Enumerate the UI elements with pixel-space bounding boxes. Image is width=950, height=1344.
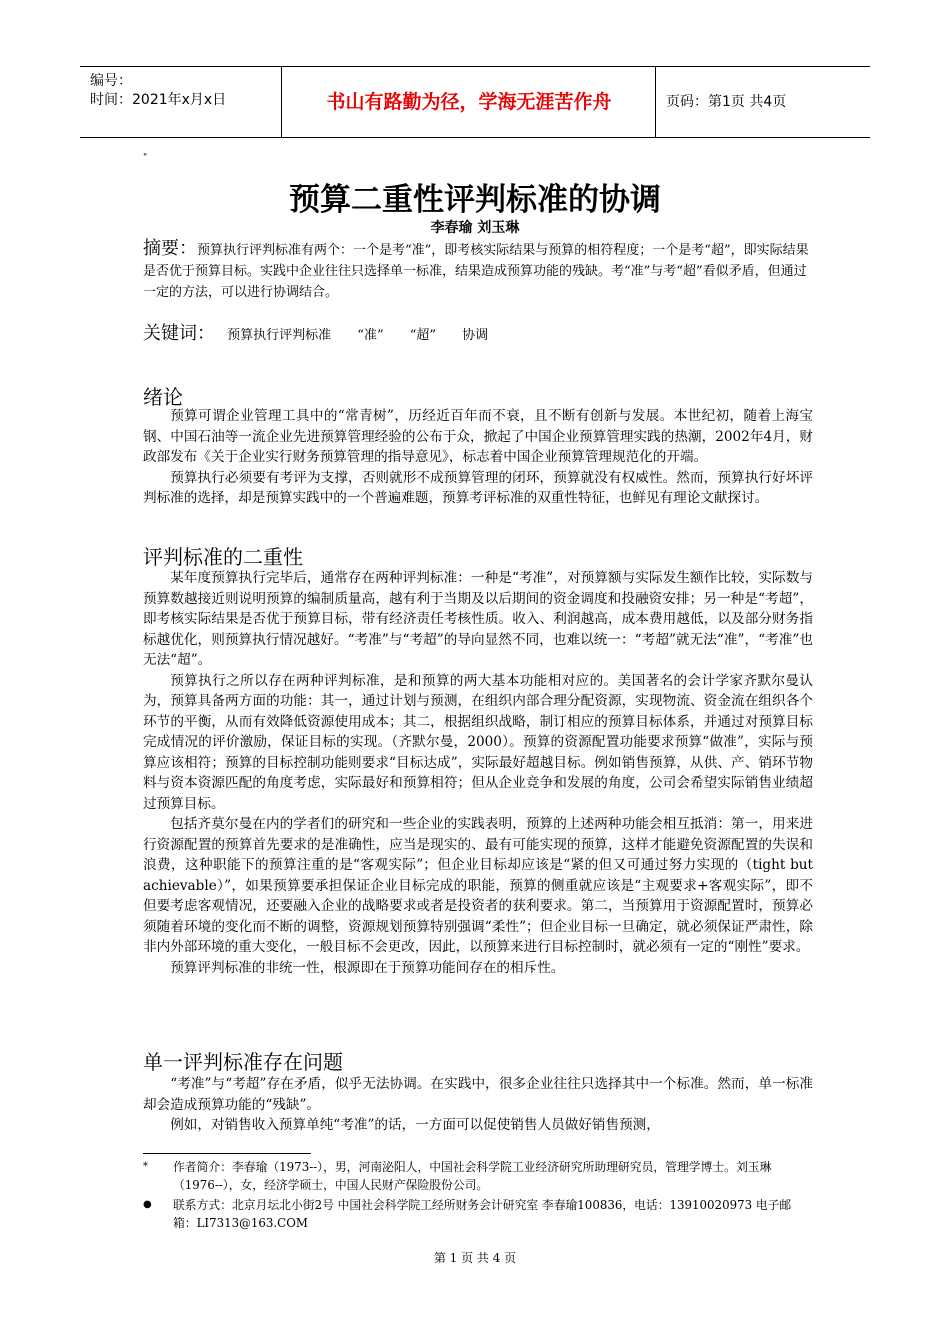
footnote-marker: * bbox=[143, 1161, 148, 1172]
code-label: 编号： bbox=[90, 73, 132, 89]
document-authors: 李春瑜 刘玉琳 bbox=[430, 220, 520, 236]
section-heading: 绪论 bbox=[143, 385, 183, 409]
document-title: 预算二重性评判标准的协调 bbox=[289, 182, 661, 218]
abstract-label: 摘要： bbox=[143, 238, 197, 259]
abstract bbox=[143, 238, 813, 303]
abstract-text: 预算执行评判标准有两个：一个是考“准”，即考核实际结果与预算的相符程度；一个是考“超”，即实际结果是否优于预算目标。实践中企业往往只选择单一标准，结果造成预算功能的残缺。考“准”与考“超”看似矛盾，但通过一定的方法，可以进行协调结合。 bbox=[143, 243, 809, 300]
footnote-text: 联系方式：北京月坛北小街2号 中国社会科学院工经所财务会计研究室 李春瑜100836，电话：13910020973 电子邮箱：LI7313@163.COM bbox=[173, 1198, 792, 1230]
page-footer: 第 1 页 共 4 页 bbox=[433, 1251, 517, 1265]
footnote-text: 作者简介：李春瑜（1973--），男，河南泌阳人，中国社会科学院工业经济研究所助理研究员，管理学博士。刘玉琳（1976--），女，经济学硕士，中国人民财产保险股份公司。 bbox=[173, 1160, 772, 1192]
paragraph: 某年度预算执行完毕后，通常存在两种评判标准：一种是“考准”，对预算额与实际发生额作比较，实际数与预算数越接近则说明预算的编制质量高，越有利于当期及以后期间的资金调度和投融资安排；另一种是“考超”，即考核实际结果是否优于预算目标，带有经济责任考核性质。收入、利润越高，成本费用越低，以及部分财务指标越优化，则预算执行情况越好。“考准”与“考超”的导向显然不同，也难以统一：“考超”就无法“准”，“考准”也无法“超”。 bbox=[143, 570, 813, 668]
keyword: 预算执行评判标准 bbox=[227, 328, 332, 343]
paragraph: 例如，对销售收入预算单纯“考准”的话，一方面可以促使销售人员做好销售预测， bbox=[170, 1117, 660, 1133]
paragraph: 包括齐莫尔曼在内的学者们的研究和一些企业的实践表明，预算的上述两种功能会相互抵消：第一，用来进行资源配置的预算首先要求的是准确性，应当是现实的、最有可能实现的预算，这样才能避免资源配置的失误和浪费，这种职能下的预算注重的是“客观实际”；但企业目标却应该是“紧的但又可通过努力实现的（tight but achievable）”，如果预算要承担保证企业目标完成的职能，预算的侧重就应该是“主观要求+客观实际”，即不但要考虑客观情况，还要融入企业的战略要求或者是投资者的获利要求。第二，当预算用于资源配置时，预算必须随着环境的变化而不断的调整，资源规划预算特别强调“柔性”；但企业目标一旦确定，就必须保证严肃性，除非内外部环境的重大变化，一般目标不会更改，因此，以预算来进行目标控制时，就必须有一定的“刚性”要求。 bbox=[143, 816, 813, 955]
paragraph: 预算执行之所以存在两种评判标准，是和预算的两大基本功能相对应的。美国著名的会计学家齐默尔曼认为，预算具备两方面的功能：其一，通过计划与预测，在组织内部合理分配资源，实现物流、资金流在组织各个环节的平衡，从而有效降低资源使用成本；其二，根据组织战略，制订相应的预算目标体系，并通过对预算目标完成情况的评价激励，保证目标的实现。（齐默尔曼，2000）。预算的资源配置功能要求预算“做准”，实际与预算应该相符；预算的目标控制功能则要求“目标达成”，实际最好超越目标。例如销售预算，从供、产、销环节物料与资本资源匹配的角度考虑，实际最好和预算相符；但从企业竞争和发展的角度，公司会希望实际销售业绩超过预算目标。 bbox=[143, 672, 813, 812]
time-label: 时间：2021年x月x日 bbox=[90, 92, 227, 108]
keyword: “超” bbox=[409, 328, 437, 343]
header-motto: 书山有路勤为径，学海无涯苦作舟 bbox=[283, 67, 656, 137]
section-body bbox=[143, 1074, 813, 1136]
keyword: 协调 bbox=[462, 328, 489, 343]
section-body bbox=[143, 568, 813, 978]
keywords-label: 关键词： bbox=[143, 323, 215, 344]
page-header bbox=[80, 66, 870, 138]
bullet-icon: ● bbox=[143, 1199, 152, 1210]
keywords bbox=[143, 322, 813, 348]
paragraph: “考准”与“考超”存在矛盾，似乎无法协调。在实践中，很多企业往往只选择其中一个标准。然而，单一标准却会造成预算功能的“残缺”。 bbox=[143, 1076, 813, 1113]
section-heading: 单一评判标准存在问题 bbox=[143, 1050, 343, 1074]
keyword: “准” bbox=[357, 328, 384, 343]
header-meta bbox=[80, 67, 282, 137]
footnote bbox=[143, 1196, 813, 1232]
footnote bbox=[143, 1158, 813, 1194]
section-heading: 评判标准的二重性 bbox=[143, 545, 303, 569]
footnote-divider bbox=[143, 1153, 311, 1154]
paragraph: 预算评判标准的非统一性，根源即在于预算功能间存在的相斥性。 bbox=[170, 959, 565, 976]
paragraph: 预算执行必须要有考评为支撑，否则就形不成预算管理的闭环，预算就没有权威性。然而，预算执行好坏评判标准的选择，却是预算实践中的一个普遍难题，预算考评标准的双重性特征，也鲜见有理论文献探讨。 bbox=[143, 469, 813, 506]
section-body bbox=[143, 406, 813, 509]
paragraph: 预算可谓企业管理工具中的“常青树”，历经近百年而不衰，且不断有创新与发展。本世纪初，随着上海宝钢、中国石油等一流企业先进预算管理经验的公布于众，掀起了中国企业预算管理实践的热潮，2002年4月，财政部发布《关于企业实行财务预算管理的指导意见》，标志着中国企业预算管理规范化的开端。 bbox=[143, 408, 813, 465]
header-page-label: 页码：第1页 共4页 bbox=[666, 94, 787, 110]
corner-mark: " bbox=[143, 153, 148, 163]
